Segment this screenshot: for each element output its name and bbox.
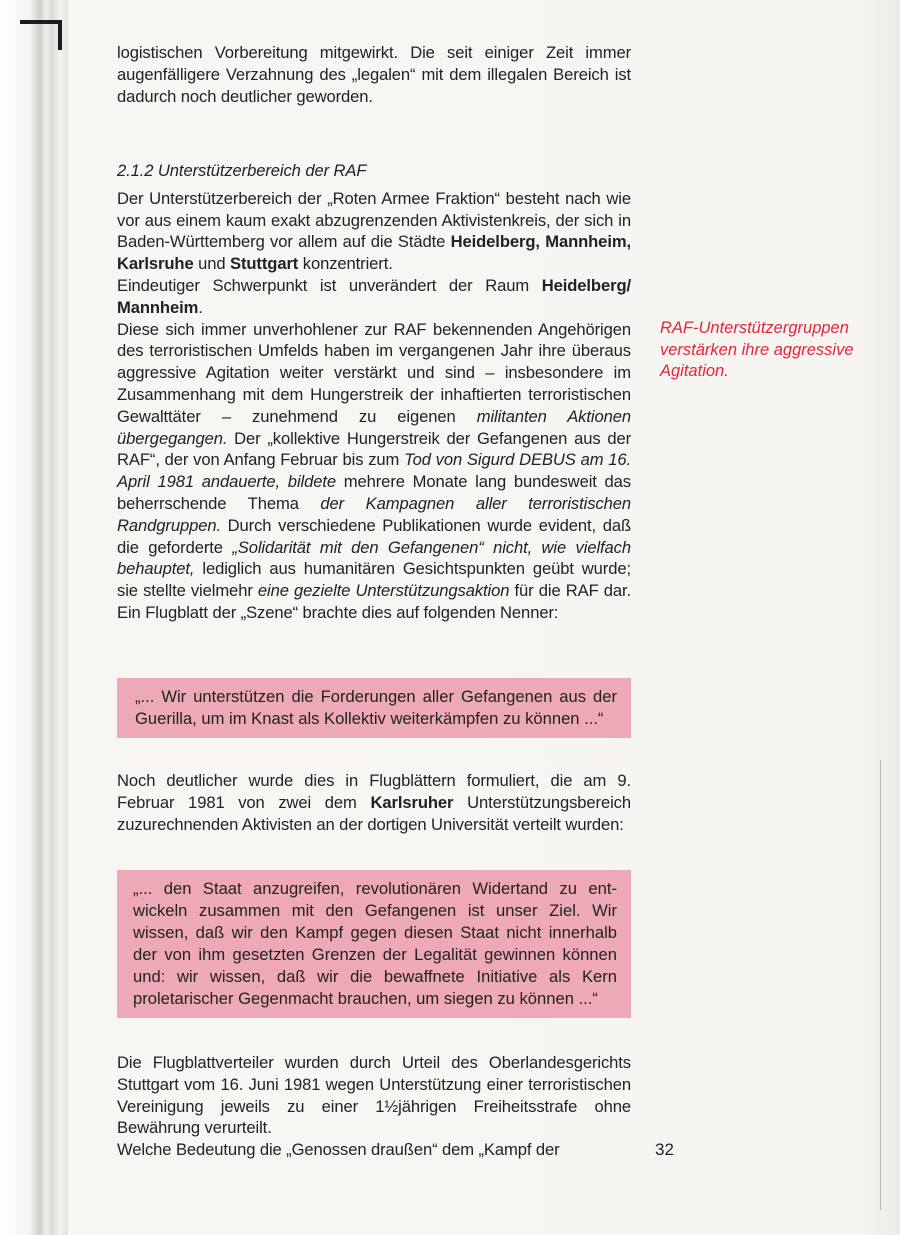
text: Unterstützungsbereich zuzurechnenden Aktivisten an der dortigen Universität verteilt wurden:: [117, 792, 632, 834]
page-number: 32: [655, 1140, 674, 1159]
text: und: [198, 254, 226, 274]
text: Der Unterstützerbereich der „Roten Armee Fraktion“ besteht nach wie vor aus einem kaum exakt abzugrenzenden Aktivistenkreis, der sich in Baden-Württemberg vor allem auf die Städte: [117, 188, 631, 252]
intro-text: logistischen Vorbereitung mitgewirkt. Die seit einiger Zeit immer augenfälligere Verzahnung des „legalen“ mit dem illegalen Bereich ist dadurch noch deutlicher geworden.: [117, 43, 631, 106]
italic-text: eine gezielte Unterstützungsaktion: [257, 581, 510, 601]
paragraph-6: Welche Bedeutung die „Genossen draußen“ dem „Kampf der: [117, 1140, 560, 1160]
text: Noch deutlicher wurde dies in Flugblättern formuliert, die am 9. Februar 1981 von zwei dem: [117, 771, 631, 812]
italic-text: militanten Aktionen übergegangen.: [117, 406, 631, 448]
intro-paragraph: [117, 42, 631, 107]
bold-cities: Heidelberg, Mannheim, Karlsruhe: [117, 232, 631, 274]
italic-text: „Solidarität mit den Gefangenen“ nicht, wie vielfach behauptet,: [117, 537, 632, 579]
text: für die RAF dar. Ein Flugblatt der „Szene“ brachte dies auf folgenden Nenner:: [117, 581, 632, 622]
bold-region: Heidelberg/ Mannheim: [117, 275, 631, 317]
page-edge-line: [880, 760, 881, 1210]
text: mehrere Monate lang bundesweit das beherrschende Thema: [117, 472, 631, 513]
text: Durch verschiedene Publikationen wurde evident, daß die geforderte: [117, 515, 631, 557]
italic-text: der Kampagnen aller terroristischen Randgruppen.: [117, 493, 631, 535]
paragraph-5: Die Flugblattverteiler wurden durch Urteil des Oberlandesgerichts Stuttgart vom 16. Juni 1981 wegen Unterstützung einer terroristischen Vereinigung jeweils zu einer 1½jährigen Freiheitsstrafe ohne Bewährung verurteilt.: [117, 1053, 631, 1138]
section-heading: 2.1.2 Unterstützerbereich der RAF: [117, 161, 367, 180]
quote-box-2: [117, 870, 631, 1018]
italic-text: Tod von Sigurd DEBUS am 16. April 1981 andauerte, bildete: [117, 450, 632, 492]
text: Eindeutiger Schwerpunkt ist unverändert der Raum: [117, 275, 530, 295]
paragraph-3: [117, 319, 631, 624]
section-body: [117, 160, 631, 624]
paragraph-1: [117, 188, 631, 275]
middle-paragraph: [117, 770, 631, 835]
text: Diese sich immer unverhohlener zur RAF bekennenden Angehörigen des terroristischen Umfelds haben im vergangenen Jahr ihre überaus aggressive Agitation weiter verstärkt und sind – insbesondere im Zusammenhang mit dem Hungerstreik der inhaftierten terroristischen Gewalttäter – zunehmend zu eigenen: [117, 319, 631, 426]
bold-city: Karlsruher: [370, 792, 454, 812]
quote-text: „... den Staat anzugreifen, revolutionären Widertand zu entwickeln zusammen mit den Gefangenen ist unser Ziel. Wir wissen, daß wir den Kampf gegen diesen Staat nicht innerhalb der von ihm gesetzten Grenzen der Legalität gewinnen können und: wir wissen, daß wir die bewaffnete Initiative als Kern proletarischer Gegenmacht brauchen, um siegen zu können ...“: [133, 879, 617, 1008]
book-binding: [0, 0, 68, 1235]
quote-text: „... Wir unterstützen die Forderungen aller Gefangenen aus der Guerilla, um im Knast als Kollektiv weiterkämpfen zu können ...“: [135, 687, 617, 728]
text: lediglich aus humanitären Gesichtspunkten geübt wurde; sie: [117, 559, 632, 601]
closing-paragraphs: [117, 1052, 631, 1161]
text: stellte vielmehr: [143, 581, 253, 601]
text: konzentriert.: [302, 254, 393, 274]
paragraph-2: [117, 275, 631, 319]
bold-city: Stuttgart: [230, 254, 299, 274]
text: Der „kollektive Hungerstreik der Gefangenen aus der RAF“, der von Anfang Februar bis zum: [117, 428, 631, 470]
paragraph-4: [117, 770, 631, 835]
quote-box-1: [117, 678, 631, 738]
corner-crop-mark: [20, 20, 62, 38]
margin-note: RAF-Unterstützergruppen verstärken ihre aggressive Agitation.: [660, 319, 854, 380]
text: .: [198, 297, 203, 317]
